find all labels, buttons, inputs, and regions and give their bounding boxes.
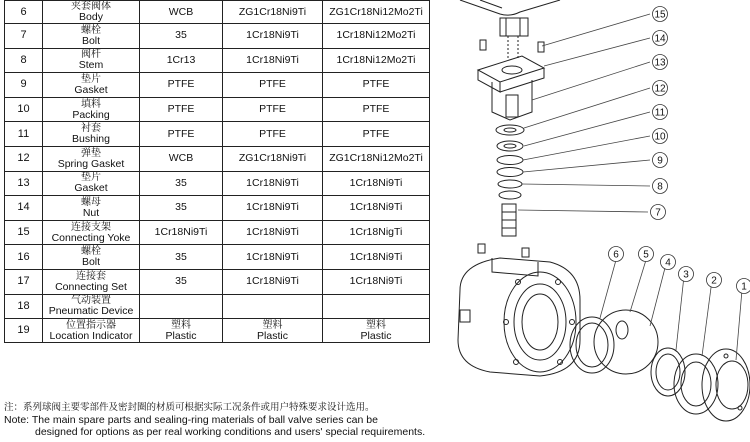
part-name-cell: [43, 146, 140, 171]
material-cell: [223, 48, 323, 73]
table-row: [5, 73, 430, 98]
part-name-en: Gasket: [74, 83, 108, 96]
table-row: [5, 48, 430, 73]
material-value: 1Cr18Ni9Ti: [349, 275, 403, 288]
part-name-zh: 填料: [81, 98, 101, 110]
material-cell: [323, 196, 430, 221]
material-cell: [140, 319, 223, 343]
diagram-part-label: 7: [655, 207, 661, 219]
material-value: ZG1Cr18Ni9Ti: [238, 152, 307, 165]
part-name-en: Gasket: [74, 182, 108, 195]
material-value: ZG1Cr18Ni12Mo2Ti: [329, 5, 423, 18]
table-row: [5, 319, 430, 343]
material-value: 1Cr18Ni12Mo2Ti: [336, 29, 416, 42]
part-name-cell: [43, 73, 140, 98]
material-value: 35: [175, 29, 187, 42]
leader-lines: [518, 14, 742, 360]
material-value: 35: [175, 201, 187, 214]
material-cell: [223, 73, 323, 98]
material-zh: 塑料: [171, 319, 191, 331]
material-cell: [223, 319, 323, 343]
table-row: [5, 146, 430, 171]
part-name-en: Connecting Set: [55, 280, 127, 293]
diagram-part-label: 12: [654, 83, 666, 95]
part-name-zh: 垫片: [81, 172, 101, 184]
material-value: PTFE: [362, 78, 390, 91]
body-bolts-drawing: [478, 244, 529, 257]
material-cell: [140, 48, 223, 73]
material-cell: [323, 245, 430, 270]
diagram-part-label: 10: [654, 131, 666, 143]
part-name-en: Spring Gasket: [57, 157, 125, 170]
material-value: PTFE: [167, 127, 195, 140]
material-cell: [140, 122, 223, 147]
packing-rings-drawing: [496, 125, 524, 199]
diagram-part-label: 3: [683, 269, 689, 281]
material-cell: [223, 97, 323, 122]
diagram-part-label: 15: [654, 9, 666, 21]
part-name-zh: 夹套阀体: [71, 1, 111, 12]
part-number-cell: 10: [5, 97, 43, 122]
material-cell: [323, 1, 430, 24]
material-cell: [140, 220, 223, 245]
material-cell: [323, 48, 430, 73]
material-cell: [223, 1, 323, 24]
part-name-en: Bushing: [72, 133, 110, 146]
diagram-part-label: 5: [643, 249, 649, 261]
table-row: [5, 1, 430, 24]
seat-ring-drawing: [570, 317, 614, 373]
material-cell: [140, 294, 223, 319]
part-name-cell: [43, 319, 140, 343]
material-zh: 塑料: [262, 319, 283, 331]
note-english-line1: Note: The main spare parts and sealing-ring materials of ball valve series can be: [4, 414, 378, 426]
material-cell: [140, 1, 223, 24]
part-name-zh: 螺栓: [81, 246, 101, 258]
material-value: PTFE: [259, 78, 286, 91]
diagram-part-label: 14: [654, 33, 666, 45]
sealing-rings-drawing: [651, 348, 718, 414]
material-value: 1Cr18Ni9Ti: [349, 250, 403, 263]
diagram-part-label: 6: [613, 249, 619, 261]
material-value: 1Cr13: [166, 53, 196, 66]
part-name-zh: 螺母: [81, 196, 101, 208]
part-number-cell: 7: [5, 24, 43, 49]
part-name-cell: [43, 48, 140, 73]
material-cell: [223, 122, 323, 147]
material-value: Plastic: [257, 329, 288, 342]
part-number-cell: 19: [5, 319, 43, 343]
diagram-part-label: 8: [657, 181, 663, 193]
part-name-en: Bolt: [81, 256, 101, 269]
diagram-part-label: 11: [654, 107, 666, 119]
material-value: Plastic: [360, 329, 392, 342]
part-name-en: Connecting Yoke: [51, 231, 131, 244]
material-cell: [323, 24, 430, 49]
part-name-zh: 连接套: [76, 270, 106, 282]
part-name-zh: 气动装置: [71, 295, 111, 307]
part-name-en: Nut: [82, 206, 100, 219]
connecting-yoke-drawing: [478, 56, 544, 120]
material-cell: [323, 97, 430, 122]
material-value: 1Cr18Ni9Ti: [246, 250, 299, 263]
table-row: [5, 196, 430, 221]
table-row: [5, 245, 430, 270]
material-cell: [223, 24, 323, 49]
exploded-valve-diagram: [440, 0, 750, 442]
table-row: [5, 24, 430, 49]
stem-drawing: [502, 204, 516, 236]
material-cell: [223, 146, 323, 171]
material-cell: [140, 24, 223, 49]
diagram-part-label: 13: [654, 57, 666, 69]
material-value: 1Cr18Ni9Ti: [246, 201, 299, 214]
part-number-cell: 15: [5, 220, 43, 245]
material-cell: [223, 245, 323, 270]
material-value: 1Cr18Ni12Mo2Ti: [336, 53, 416, 66]
table-row: [5, 220, 430, 245]
material-zh: 塑料: [366, 319, 386, 331]
part-number-cell: 8: [5, 48, 43, 73]
part-number-cell: 9: [5, 73, 43, 98]
part-name-zh: 阀杆: [81, 49, 101, 61]
material-value: 1Cr18Ni9Ti: [246, 275, 299, 288]
part-name-zh: 垫片: [81, 73, 101, 85]
material-cell: [323, 319, 430, 343]
end-flange-drawing: [702, 349, 750, 421]
part-name-zh: 位置指示器: [66, 319, 116, 331]
part-name-cell: [43, 24, 140, 49]
part-name-zh: 衬套: [81, 123, 101, 135]
material-cell: [223, 220, 323, 245]
material-cell: [140, 146, 223, 171]
material-cell: [323, 73, 430, 98]
material-value: 35: [175, 176, 187, 189]
material-cell: [223, 294, 323, 319]
part-number-cell: 14: [5, 196, 43, 221]
material-cell: [323, 269, 430, 294]
material-cell: [323, 171, 430, 196]
table-body: [5, 1, 430, 343]
material-cell: [223, 269, 323, 294]
material-cell: [223, 171, 323, 196]
material-cell: [140, 171, 223, 196]
material-value: PTFE: [167, 103, 195, 116]
pneumatic-device-drawing: [460, 0, 560, 15]
part-name-en: Pneumatic Device: [48, 305, 134, 318]
part-name-en: Stem: [78, 59, 104, 72]
parts-material-table: [4, 0, 430, 343]
material-value: 1Cr18Ni9Ti: [246, 29, 299, 42]
part-name-zh: 弹垫: [81, 147, 101, 159]
material-cell: [140, 73, 223, 98]
table-row: [5, 269, 430, 294]
valve-body-drawing: [458, 258, 580, 376]
material-cell: [323, 122, 430, 147]
material-value: PTFE: [259, 103, 286, 116]
part-name-cell: [43, 245, 140, 270]
material-value: PTFE: [362, 127, 390, 140]
part-number-cell: 11: [5, 122, 43, 147]
material-value: ZG1Cr18Ni9Ti: [238, 5, 307, 18]
part-name-cell: [43, 269, 140, 294]
bolts-drawing: [480, 40, 544, 52]
part-name-cell: [43, 294, 140, 319]
material-value: 1Cr18Ni9Ti: [246, 226, 299, 239]
material-cell: [140, 97, 223, 122]
note-chinese: 注：系列球阀主要零部件及密封圈的材质可根据实际工况条件或用户特殊要求设计选用。: [4, 402, 375, 413]
part-name-en: Location Indicator: [49, 329, 133, 342]
part-number-cell: 6: [5, 1, 43, 24]
material-value: PTFE: [362, 103, 390, 116]
diagram-part-label: 9: [657, 155, 663, 167]
material-value: 1Cr18Ni9Ti: [349, 176, 403, 189]
material-cell: [323, 146, 430, 171]
part-name-cell: [43, 171, 140, 196]
connecting-set-drawing: [500, 18, 528, 60]
diagram-part-label: 2: [711, 275, 717, 287]
material-note: [4, 402, 425, 438]
material-value: Plastic: [165, 329, 197, 342]
material-value: PTFE: [259, 127, 286, 140]
part-number-cell: 13: [5, 171, 43, 196]
material-value: 35: [175, 250, 187, 263]
part-name-cell: [43, 220, 140, 245]
material-cell: [323, 220, 430, 245]
material-value: PTFE: [167, 78, 195, 91]
part-name-cell: [43, 122, 140, 147]
part-name-zh: 连接支架: [71, 221, 111, 233]
diagram-part-label: 1: [741, 281, 747, 293]
material-cell: [140, 245, 223, 270]
table-row: [5, 294, 430, 319]
material-value: 1Cr18Ni9Ti: [246, 176, 299, 189]
part-name-en: Bolt: [81, 34, 101, 47]
part-number-cell: 18: [5, 294, 43, 319]
ball-drawing: [594, 310, 658, 374]
part-name-cell: [43, 196, 140, 221]
part-name-cell: [43, 97, 140, 122]
part-number-cell: 12: [5, 146, 43, 171]
table-row: [5, 97, 430, 122]
material-value: WCB: [168, 5, 194, 18]
table-row: [5, 171, 430, 196]
material-value: WCB: [168, 152, 194, 165]
material-cell: [323, 294, 430, 319]
part-name-en: Body: [79, 11, 103, 23]
material-value: 1Cr18NigTi: [349, 226, 403, 239]
material-value: 1Cr18Ni9Ti: [246, 53, 299, 66]
part-number-cell: 17: [5, 269, 43, 294]
table-row: [5, 122, 430, 147]
part-name-cell: [43, 1, 140, 24]
material-value: ZG1Cr18Ni12Mo2Ti: [329, 152, 423, 165]
diagram-part-label: 4: [665, 257, 671, 269]
diagram-labels: [609, 7, 750, 294]
part-number-cell: 16: [5, 245, 43, 270]
material-value: 1Cr18Ni9Ti: [349, 201, 403, 214]
part-name-en: Packing: [72, 108, 110, 121]
material-value: 1Cr18Ni9Ti: [154, 226, 208, 239]
material-cell: [140, 196, 223, 221]
material-cell: [140, 269, 223, 294]
part-name-zh: 螺栓: [81, 24, 101, 36]
material-cell: [223, 196, 323, 221]
material-value: 35: [175, 275, 187, 288]
note-english-line2: designed for options as per real working conditions and users' special requirements.: [35, 426, 426, 438]
